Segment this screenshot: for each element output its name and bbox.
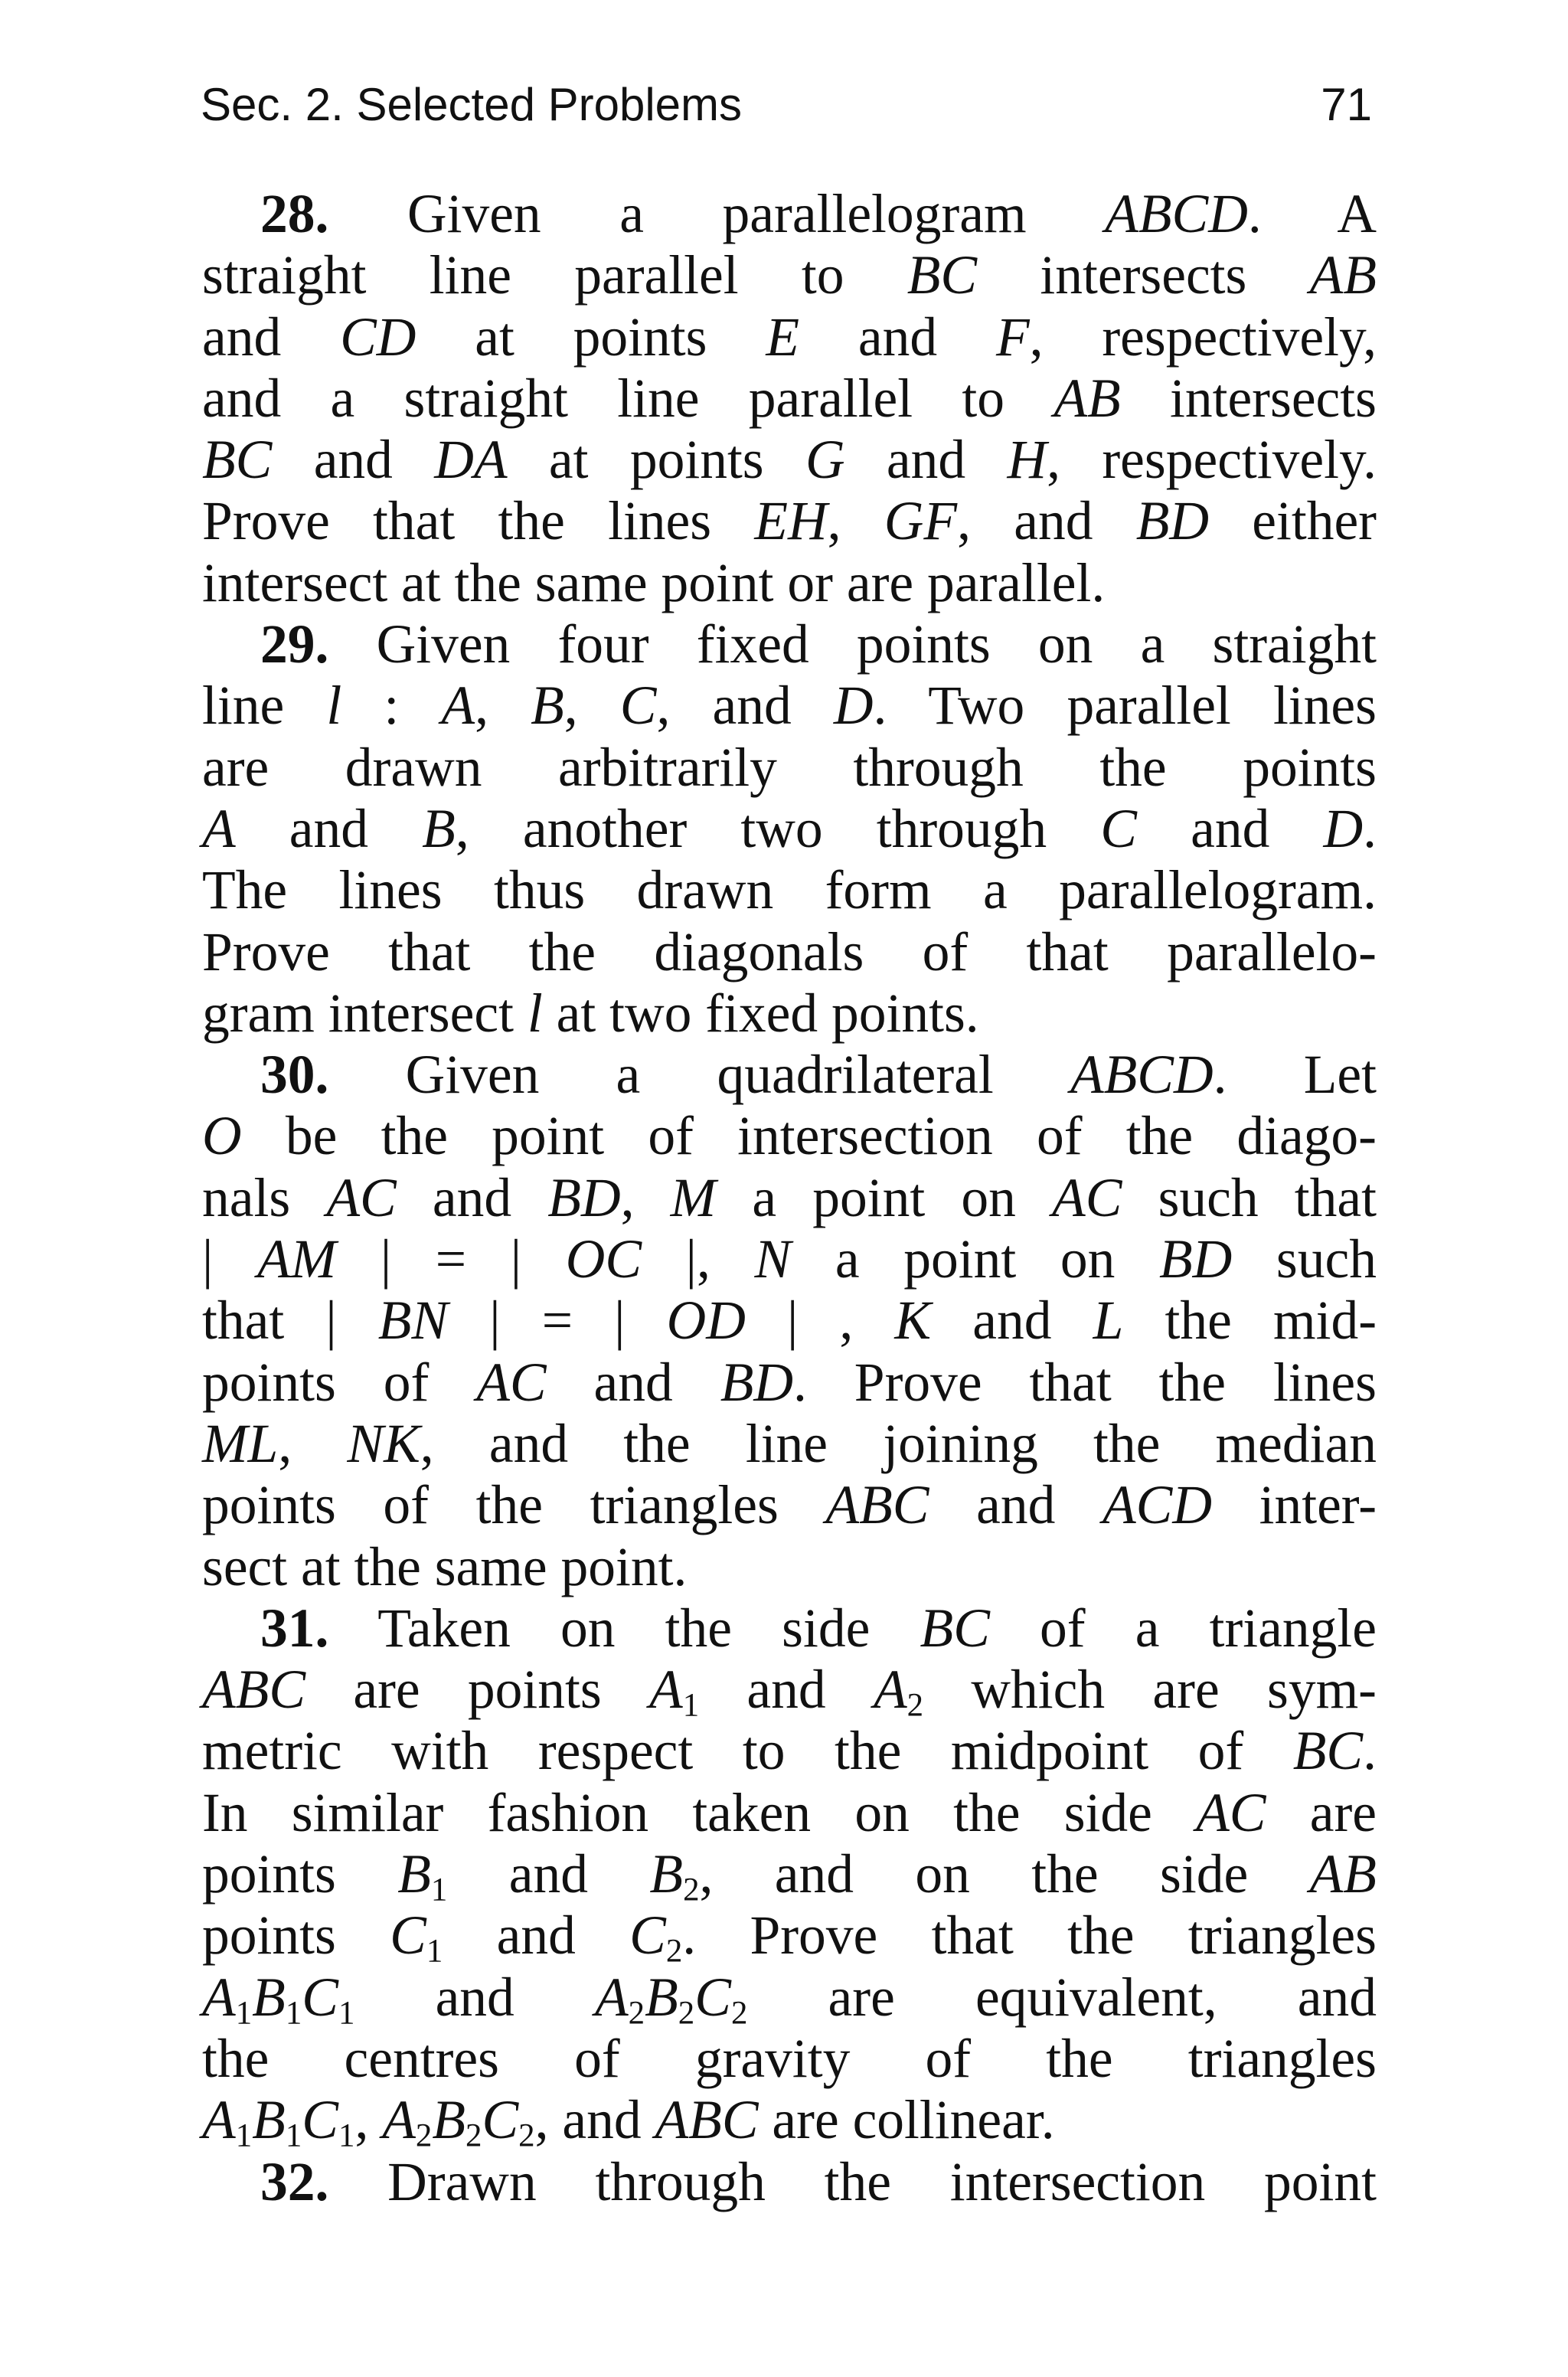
- problem-29-line-4: A and B, another two through C and D.: [202, 798, 1377, 859]
- problem-31-line-3: metric with respect to the midpoint of BC.: [202, 1721, 1377, 1782]
- problem-31-line-5: points $B_1$ and $B_2$, and on the side AB: [202, 1844, 1377, 1908]
- problem-29-line-3: are drawn arbitrarily through the points: [202, 737, 1377, 798]
- problem-28-number: 28.: [260, 184, 329, 244]
- section-heading: Sec. 2. Selected Problems: [201, 79, 743, 130]
- problem-31-line-6: points $C_1$ and $C_2$. Prove that the triangles: [202, 1905, 1377, 1970]
- problem-29-line-6: Prove that the diagonals of that parallelo-: [202, 921, 1377, 983]
- problem-28-line-7: intersect at the same point or are parallel.: [202, 552, 1106, 613]
- running-head: [201, 70, 1372, 139]
- problem-31-line-9: $A_1B_1C_1$, $A_2B_2C_2$, and ABC are collinear.: [202, 2090, 1055, 2154]
- problem-32-number: 32.: [260, 2151, 329, 2212]
- problem-31-line-4: In similar fashion taken on the side AC are: [202, 1782, 1377, 1843]
- problem-28-line-1: 28. Given a parallelogram ABCD. A: [260, 184, 1377, 244]
- problem-31-line-7: $A_1B_1C_1$ and $A_2B_2C_2$ are equivalent, and: [202, 1967, 1377, 2032]
- page-number: 71: [1321, 79, 1372, 130]
- problem-30-line-9: sect at the same point.: [202, 1536, 688, 1597]
- problem-30-line-1: 30. Given a quadrilateral ABCD. Let: [260, 1045, 1377, 1106]
- problem-31-line-8: the centres of gravity of the triangles: [202, 2028, 1377, 2089]
- problem-30-line-2: O be the point of intersection of the diago-: [202, 1106, 1377, 1167]
- problem-30-line-3: nals AC and BD, M a point on AC such that: [202, 1167, 1377, 1228]
- problem-28-line-4: and a straight line parallel to AB intersects: [202, 368, 1377, 429]
- problem-29-line-7: gram intersect l at two fixed points.: [202, 983, 979, 1044]
- problem-30-number: 30.: [260, 1045, 329, 1106]
- problem-28-line-2: straight line parallel to BC intersects AB: [202, 245, 1377, 306]
- problem-29-line-5: The lines thus drawn form a parallelogram.: [202, 860, 1377, 921]
- problem-29-number: 29.: [260, 614, 329, 675]
- problem-28-line-5: BC and DA at points G and H, respectively.: [202, 430, 1377, 491]
- problem-32-line-1: 32. Drawn through the intersection point: [260, 2151, 1377, 2212]
- problem-30-line-5: that | BN | = | OD | , K and L the mid-: [202, 1290, 1377, 1352]
- problem-28-line-3: and CD at points E and F, respectively,: [202, 306, 1377, 368]
- problem-31-number: 31.: [260, 1597, 329, 1659]
- problem-30-line-6: points of AC and BD. Prove that the lines: [202, 1352, 1377, 1413]
- problem-31-line-1: 31. Taken on the side BC of a triangle: [260, 1597, 1377, 1659]
- problem-text: [202, 184, 1377, 2213]
- problem-28-line-6: Prove that the lines EH, GF, and BD either: [202, 491, 1377, 552]
- problem-31-line-2: ABC are points $A_1$ and $A_2$ which are sym-: [202, 1659, 1377, 1724]
- problem-29-line-1: 29. Given four fixed points on a straight: [260, 614, 1377, 675]
- problem-30-line-4: | AM | = | OC |, N a point on BD such: [202, 1229, 1377, 1290]
- problem-29-line-2: line l : A, B, C, and D. Two parallel lines: [202, 675, 1377, 737]
- problem-30-line-8: points of the triangles ABC and ACD inter-: [202, 1475, 1377, 1536]
- problem-30-line-7: ML, NK, and the line joining the median: [202, 1413, 1377, 1474]
